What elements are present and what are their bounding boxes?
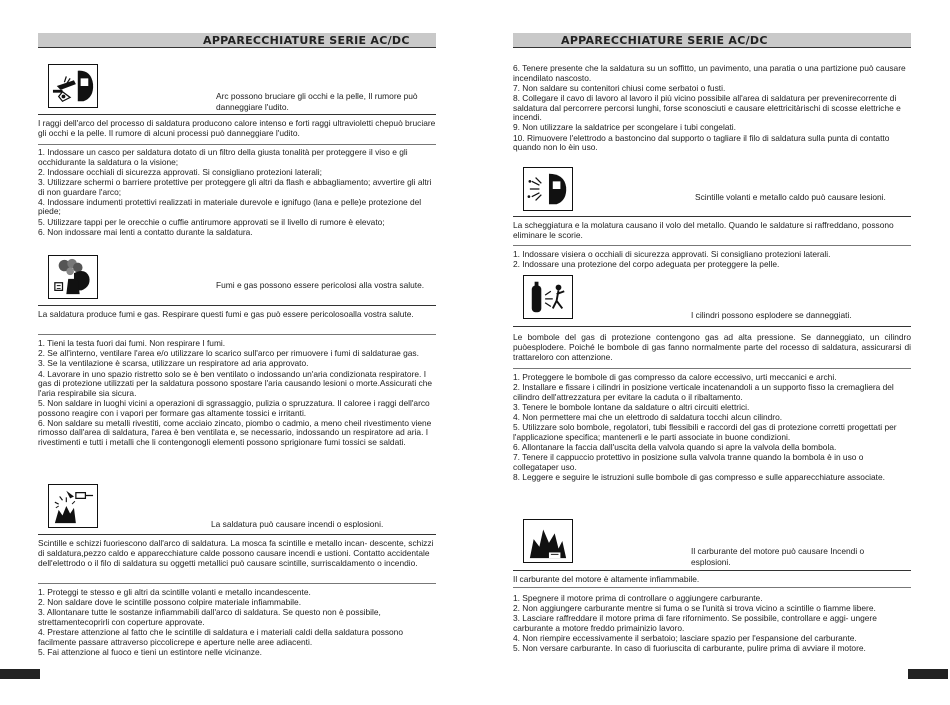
list-item: 6. Allontanare la faccia dall'uscita della valvola quando si apre la valvola della bombola. — [513, 442, 837, 453]
fuel-fire-icon — [523, 519, 573, 563]
sparks-list — [513, 250, 911, 270]
list-item: 2. Se all'interno, ventilare l'area e/o utilizzare lo scarico sull'arco per rimuovere i fumi di saldaturae gas. — [38, 348, 419, 359]
fuel-paragraph: Il carburante del motore è altamente infiammabile. — [513, 574, 700, 584]
list-item: 3. Lasciare raffreddare il motore prima di fare rifornimento. Se possibile, controllare e aggi- ungere carburante a motore freddo primainizio lavoro. — [513, 613, 877, 633]
fuel-rule — [513, 570, 911, 571]
cylinder-paragraph: Le bombole del gas di protezione contengono gas ad alta pressione. Se danneggiato, un cilindro puòesplodere. Poiché le bombole di gas fanno normalmente parte del rocesso di saldatura, assicurarsi di trattareloro con attenzione. — [513, 332, 911, 362]
arc-paragraph: I raggi dell'arco del processo di saldatura producono calore intenso e forti raggi ultravioletti chepuò bruciare gli occhi e la pelle. Il rumore di alcuni processi può danneggiare l'udito. — [38, 118, 436, 138]
list-item: 4. Non permettere mai che un elettrodo di saldatura tocchi alcun cilindro. — [513, 412, 783, 423]
list-item: 4. Non riempire eccessivamente il serbatoio; lasciare spazio per l'espansione del carburante. — [513, 633, 857, 644]
left-page-corner-marker — [0, 669, 40, 679]
list-item: 8. Leggere e seguire le istruzioni sulle bombole di gas compresso e sulle apparecchiature associate. — [513, 472, 885, 483]
cylinder-rule — [513, 326, 911, 327]
arc-list — [38, 148, 436, 238]
list-item: 7. Non saldare su contenitori chiusi come serbatoi o fusti. — [513, 82, 726, 93]
list-item: 2. Non aggiungere carburante mentre si fuma o se l'unità si trova vicino a scintille o fiamme libere. — [513, 603, 876, 614]
list-item: 3. Tenere le bombole lontane da saldature o altri circuiti elettrici. — [513, 401, 750, 412]
right-header-bar — [513, 33, 911, 48]
list-item: 5. Non versare carburante. In caso di fuoriuscita di carburante, pulire prima di avviare il motore. — [513, 643, 866, 654]
fumes-rule — [38, 305, 436, 306]
fire-list — [38, 588, 436, 658]
list-item: 6. Non saldare su metalli rivestiti, come acciaio zincato, piombo o cadmio, a meno cheil rivestimento viene rimosso dall'area di saldatura, l'area è ben ventilata e, se necessario, indossando un respiratore ad aria. I rivestimenti e tutti i metalli che li contengonogli elementi possono sprigionare fumi tossici se saldati. — [38, 417, 432, 447]
sparks-paragraph: La scheggiatura e la molatura causano il volo del metallo. Quando le saldature si raffreddano, possono eliminare le scorie. — [513, 220, 894, 240]
fumes-icon — [48, 255, 98, 299]
cylinder-rule-2 — [513, 368, 911, 369]
list-item: 2. Non saldare dove le scintille possono colpire materiale infiammabile. — [38, 597, 302, 608]
list-item: 1. Spegnere il motore prima di controllare o aggiungere carburante. — [513, 593, 763, 603]
sparks-rule — [513, 216, 911, 217]
fire-continued-list — [513, 64, 911, 153]
arc-rule — [38, 114, 436, 115]
list-item: 1. Proteggere le bombole di gas compresso da calore eccessivo, urti meccanici e archi. — [513, 372, 837, 382]
left-header-title: APPARECCHIATURE SERIE AC/DC — [203, 34, 410, 47]
list-item: 7. Tenere il cappuccio protettivo in posizione sulla valvola tranne quando la bombola è in uso o collegataper uso. — [513, 452, 864, 472]
list-item: 3. Utilizzare schermi o barriere protettive per proteggere gli altri da flash e abbagliamento; avvertire gli altri di non guardare l'arco; — [38, 176, 432, 197]
list-item: 1. Indossare visiera o occhiali di sicurezza approvati. Si consigliano protezioni laterali. — [513, 249, 831, 259]
fumes-paragraph: La saldatura produce fumi e gas. Respirare questi fumi e gas può essere pericolosoalla vostra salute. — [38, 309, 414, 319]
list-item: 2. Installare e fissare i cilindri in posizione verticale incatenandoli a un supporto fisso la cremagliera del cilindro dell'attrezzatura per evitare la caduta o il ribaltamento. — [513, 382, 894, 402]
left-header-bar — [38, 33, 436, 48]
list-item: 5. Non saldare in luoghi vicini a operazioni di sgrassaggio, pulizia o spruzzatura. Il caloree i raggi dell'arco possono reagire con i vapori per formare gas altamente tossici e irritanti. — [38, 397, 430, 418]
list-item: 3. Allontanare tutte le sostanze infiammabili dall'arco di saldatura. Se questo non è possibile, strettamentecoprirli con coperture approvate. — [38, 607, 381, 627]
cylinder-list — [513, 373, 911, 483]
list-item: 3. Se la ventilazione è scarsa, utilizzare un respiratore ad aria approvato. — [38, 358, 309, 369]
list-item: 4. Prestare attenzione al fatto che le scintille di saldatura e i materiali caldi della saldatura possono facilmente passare attraverso piccolicrepe e aperture nelle aree adiacenti. — [38, 627, 403, 647]
sparks-warning-text: Scintille volanti e metallo caldo può causare lesioni. — [695, 192, 886, 202]
fire-rule — [38, 534, 436, 535]
list-item: 2. Indossare una protezione del corpo adeguata per proteggere la pelle. — [513, 259, 780, 270]
right-page-corner-marker — [908, 669, 948, 679]
fire-warning-text: La saldatura può causare incendi o esplosioni. — [211, 519, 384, 529]
right-page — [513, 0, 913, 705]
list-item: 10. Rimuovere l'elettrodo a bastoncino dal supporto o tagliare il filo di saldatura sulla punta di contatto quando non lo èin uso. — [513, 132, 890, 153]
flying-sparks-icon — [523, 167, 573, 211]
fire-explosion-icon — [48, 484, 98, 528]
gas-cylinder-icon — [523, 275, 573, 319]
arc-rule-2 — [38, 144, 436, 145]
list-item: 8. Collegare il cavo di lavoro al lavoro il più vicino possibile all'area di saldatura per prevenirecorrente di saldatura dal percorrere percorsi lunghi, forse sconosciuti e causare elettricitàrischi di scosse elettriche e incendi. — [513, 92, 901, 123]
fuel-list — [513, 594, 911, 655]
list-item: 6. Non indossare mai lenti a contatto durante la saldatura. — [38, 226, 253, 237]
list-item: 5. Utilizzare tappi per le orecchie o cuffie antirumore approvati se il livello di rumore è elevato; — [38, 216, 385, 227]
list-item: 9. Non utilizzare la saldatrice per scongelare i tubi congelati. — [513, 122, 736, 133]
fire-rule-2 — [38, 583, 436, 584]
fumes-rule-2 — [38, 334, 436, 335]
list-item: 6. Tenere presente che la saldatura su un soffitto, un pavimento, una paratia o una partizione può causare incendilato nascosto. — [513, 63, 906, 83]
left-page — [38, 0, 438, 705]
list-item: 4. Lavorare in uno spazio ristretto solo se è ben ventilato o indossando un'aria condizionata respiratore. I gas di protezione utilizzati per la saldatura possono spostare l'aria causando lesioni o morte.Assicurati che l'aria respirabile sia sicura. — [38, 368, 433, 398]
fumes-warning-text: Fumi e gas possono essere pericolosi alla vostra salute. — [216, 280, 425, 290]
fuel-warning-text: Il carburante del motore può causare Incendi o esplosioni. — [691, 546, 865, 567]
fuel-rule-2 — [513, 587, 911, 588]
fire-paragraph: Scintille e schizzi fuoriescono dall'arco di saldatura. La mosca fa scintille e metallo incan- descente, schizzi di saldatura,pezzo caldo e apparecchiature calde possono causare incendi e ustioni. Contatto accidentale dell'elettrodo o il filo di saldatura su oggetti metallici può causare scintille, surriscaldamento o incendio. — [38, 538, 434, 568]
list-item: 1. Indossare un casco per saldatura dotato di un filtro della giusta tonalità per proteggere il viso e gli occhidurante la saldatura o la visione; — [38, 147, 408, 167]
list-item: 4. Indossare indumenti protettivi realizzati in materiale durevole e ignifugo (lana e pelle)e protezione del piede; — [38, 196, 422, 217]
arc-face-icon — [48, 64, 98, 108]
list-item: 1. Proteggi te stesso e gli altri da scintille volanti e metallo incandescente. — [38, 587, 311, 597]
fumes-list — [38, 339, 436, 448]
list-item: 1. Tieni la testa fuori dai fumi. Non respirare I fumi. — [38, 338, 226, 348]
sparks-rule-2 — [513, 245, 911, 246]
list-item: 5. Fai attenzione al fuoco e tieni un estintore nelle vicinanze. — [38, 646, 262, 657]
cylinder-warning-text: I cilindri possono esplodere se danneggiati. — [691, 310, 852, 320]
list-item: 5. Utilizzare solo bombole, regolatori, tubi flessibili e raccordi del gas di protezione corretti progettati per l'applicazione specifica; mantenerli e le parti associate in buone condizioni. — [513, 422, 897, 442]
right-header-title: APPARECCHIATURE SERIE AC/DC — [561, 34, 768, 47]
arc-warning-text: Arc possono bruciare gli occhi e la pelle, Il rumore può danneggiare l'udito. — [216, 91, 418, 112]
list-item: 2. Indossare occhiali di sicurezza approvati. Si consigliano protezioni laterali; — [38, 166, 322, 177]
